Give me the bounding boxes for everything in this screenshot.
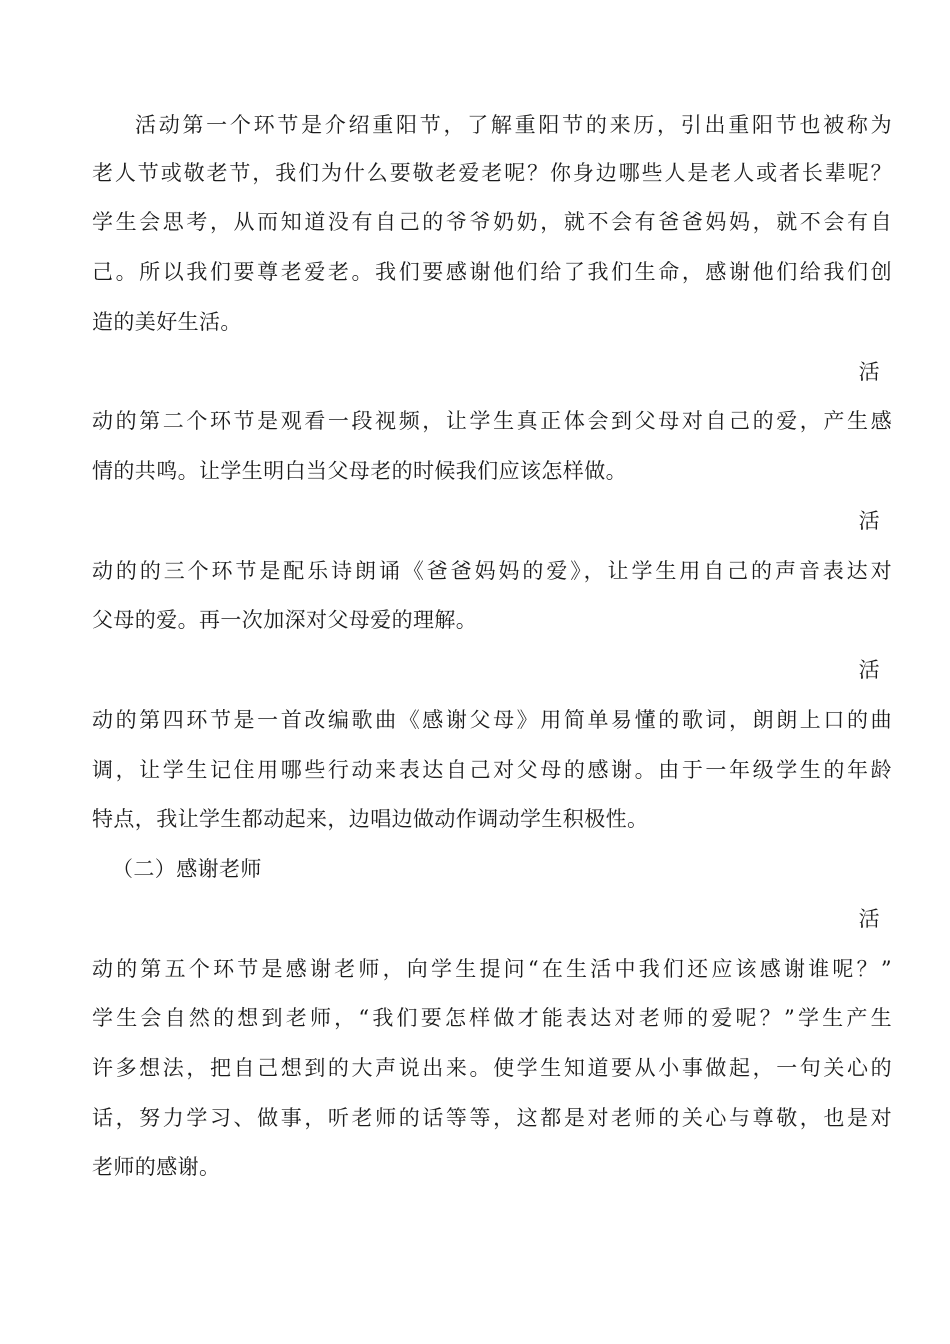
paragraph-1-line-2: 老人节或敬老节，我们为什么要敬老爱老呢？你身边哪些人是老人或者长辈呢？ (92, 161, 892, 185)
paragraph-5-line-5: 老师的感谢。 (92, 1155, 221, 1179)
paragraph-2-line-1: 动的第二个环节是观看一段视频，让学生真正体会到父母对自己的爱，产生感 (92, 409, 892, 433)
paragraph-3-lead: 活 (858, 509, 880, 533)
paragraph-5-line-4: 话，努力学习、做事，听老师的话等等，这都是对老师的关心与尊敬，也是对 (92, 1106, 892, 1130)
paragraph-5-line-2: 学生会自然的想到老师，“我们要怎样做才能表达对老师的爱呢？”学生产生 (92, 1006, 892, 1030)
paragraph-5-line-3: 许多想法，把自己想到的大声说出来。使学生知道要从小事做起，一句关心的 (92, 1056, 892, 1080)
paragraph-4-lead: 活 (858, 658, 880, 682)
paragraph-2-line-2: 情的共鸣。让学生明白当父母老的时候我们应该怎样做。 (92, 459, 627, 483)
paragraph-1-line-3: 学生会思考，从而知道没有自己的爷爷奶奶，就不会有爸爸妈妈，就不会有自 (92, 210, 892, 234)
paragraph-4-line-1: 动的第四环节是一首改编歌曲《感谢父母》用简单易懂的歌词，朗朗上口的曲 (92, 708, 892, 732)
paragraph-1-line-5: 造的美好生活。 (92, 310, 242, 334)
paragraph-4-line-2: 调，让学生记住用哪些行动来表达自己对父母的感谢。由于一年级学生的年龄 (92, 758, 892, 782)
paragraph-1-line-4: 己。所以我们要尊老爱老。我们要感谢他们给了我们生命，感谢他们给我们创 (92, 260, 892, 284)
paragraph-3-line-2: 父母的爱。再一次加深对父母爱的理解。 (92, 608, 478, 632)
paragraph-2-lead: 活 (858, 360, 880, 384)
paragraph-5-lead: 活 (858, 907, 880, 931)
paragraph-3-line-1: 动的的三个环节是配乐诗朗诵《爸爸妈妈的爱》，让学生用自己的声音表达对 (92, 559, 892, 583)
paragraph-5-line-1: 动的第五个环节是感谢老师，向学生提问“在生活中我们还应该感谢谁呢？” (92, 957, 892, 981)
paragraph-1-line-1: 活动第一个环节是介绍重阳节，了解重阳节的来历，引出重阳节也被称为 (135, 113, 892, 137)
paragraph-4-line-3: 特点，我让学生都动起来，边唱边做动作调动学生积极性。 (92, 807, 649, 831)
section-heading: （二）感谢老师 (112, 857, 262, 881)
